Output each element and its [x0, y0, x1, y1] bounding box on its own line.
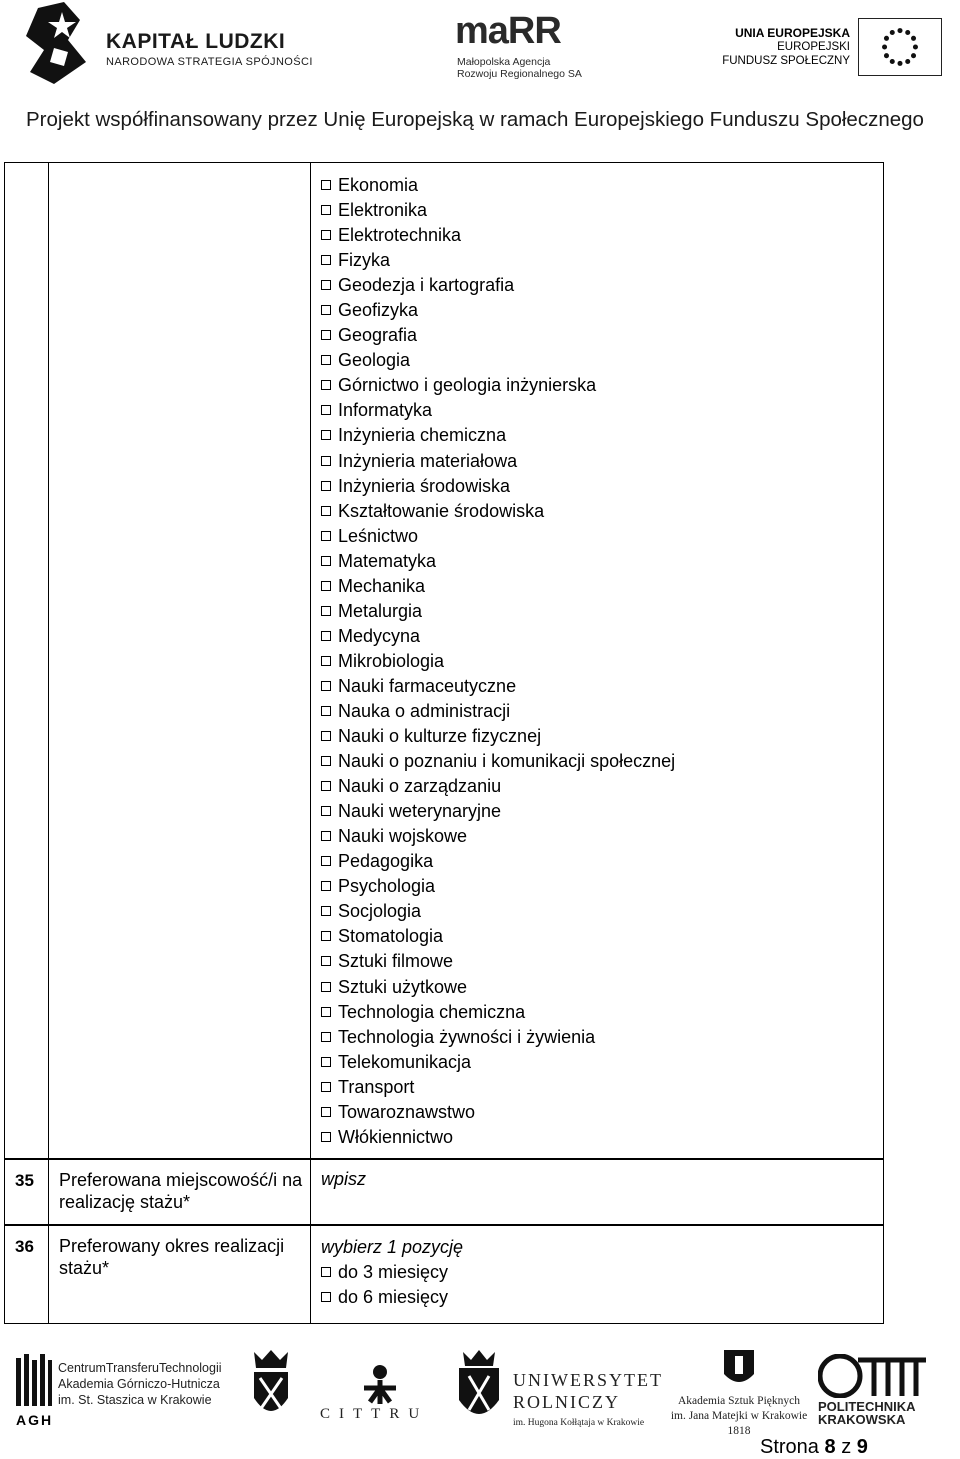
- checkbox-option-label: Geodezja i kartografia: [338, 275, 515, 296]
- row-value-cell: [311, 163, 883, 1159]
- row-label-cell: [49, 1159, 311, 1225]
- checkbox-icon[interactable]: [321, 906, 331, 916]
- checkbox-icon[interactable]: [321, 280, 331, 290]
- checkbox-option[interactable]: [321, 649, 675, 674]
- checkbox-option[interactable]: [321, 1050, 675, 1075]
- marr-line1: Małopolska Agencja: [457, 56, 551, 68]
- checkbox-option[interactable]: [321, 474, 675, 499]
- checkbox-icon[interactable]: [321, 556, 331, 566]
- row-label-cell: [49, 163, 311, 1159]
- checkbox-option[interactable]: [321, 849, 675, 874]
- checkbox-icon[interactable]: [321, 1032, 331, 1042]
- marr-title: maRR: [455, 10, 561, 52]
- checkbox-option-label: Transport: [338, 1076, 415, 1097]
- checkbox-icon[interactable]: [321, 982, 331, 992]
- checkbox-icon[interactable]: [321, 1082, 331, 1092]
- checkbox-icon[interactable]: [321, 756, 331, 766]
- checkbox-icon[interactable]: [321, 656, 331, 666]
- checkbox-option-label: Psychologia: [338, 876, 436, 897]
- discipline-options-list: [321, 173, 675, 1150]
- checkbox-icon[interactable]: [321, 681, 331, 691]
- checkbox-option[interactable]: [321, 574, 675, 599]
- eu-line1: UNIA EUROPEJSKA: [735, 26, 850, 40]
- pk-line2: KRAKOWSKA: [818, 1412, 906, 1427]
- checkbox-option[interactable]: [321, 624, 675, 649]
- ur-line1: UNIWERSYTET: [513, 1370, 663, 1390]
- checkbox-icon[interactable]: [321, 881, 331, 891]
- checkbox-option[interactable]: [321, 749, 675, 774]
- checkbox-icon[interactable]: [321, 806, 331, 816]
- project-cofinancing-line: Projekt współfinansowany przez Unię Europejską w ramach Europejskiego Funduszu Społecznego: [26, 108, 924, 131]
- checkbox-option[interactable]: [321, 975, 675, 1000]
- checkbox-option[interactable]: [321, 398, 675, 423]
- checkbox-option-label: Mikrobiologia: [338, 650, 445, 671]
- checkbox-icon[interactable]: [321, 1132, 331, 1142]
- period-options-list: [321, 1260, 448, 1310]
- row-number-cell: [5, 163, 49, 1159]
- checkbox-option-label: Inżynieria chemiczna: [338, 425, 507, 446]
- checkbox-option-label: Technologia chemiczna: [338, 1001, 526, 1022]
- checkbox-icon[interactable]: [321, 1267, 331, 1277]
- checkbox-option-label: Ekonomia: [338, 175, 419, 195]
- checkbox-option[interactable]: [321, 899, 675, 924]
- checkbox-option[interactable]: [321, 549, 675, 574]
- checkbox-icon[interactable]: [321, 956, 331, 966]
- checkbox-option-label: Geografia: [338, 325, 418, 346]
- table-row: [4, 1224, 884, 1324]
- row-value-cell: [311, 1225, 883, 1323]
- row-value-cell: [311, 1159, 883, 1225]
- eu-logo: [722, 18, 950, 84]
- row-number-cell: [5, 1225, 49, 1323]
- checkbox-option-label: Nauki farmaceutyczne: [338, 675, 517, 696]
- agh-line2: Akademia Górniczo-Hutnicza: [58, 1377, 220, 1391]
- checkbox-option-label: Medycyna: [338, 625, 421, 646]
- checkbox-icon[interactable]: [321, 255, 331, 265]
- checkbox-option-label: Nauki o poznaniu i komunikacji społecznej: [338, 751, 676, 772]
- checkbox-option-label: Towaroznawstwo: [338, 1101, 476, 1122]
- eu-line3: FUNDUSZ SPOŁECZNY: [722, 55, 850, 67]
- checkbox-option-label: Włókiennictwo: [338, 1126, 454, 1147]
- checkbox-icon[interactable]: [321, 631, 331, 641]
- checkbox-icon[interactable]: [321, 405, 331, 415]
- checkbox-option[interactable]: [321, 323, 675, 348]
- page-prefix: Strona: [760, 1436, 819, 1458]
- checkbox-option-label: Leśnictwo: [338, 525, 419, 546]
- row-number: 36: [15, 1237, 34, 1256]
- checkbox-option-label: Technologia żywności i żywienia: [338, 1026, 596, 1047]
- pk-text: [818, 1400, 916, 1426]
- checkbox-icon[interactable]: [321, 606, 331, 616]
- checkbox-icon[interactable]: [321, 230, 331, 240]
- checkbox-option-label: Matematyka: [338, 550, 437, 571]
- checkbox-icon[interactable]: [321, 330, 331, 340]
- asp-line2: im. Jana Matejki w Krakowie: [670, 1410, 808, 1422]
- checkbox-option[interactable]: [321, 599, 675, 624]
- checkbox-option-label: Nauki weterynaryjne: [338, 801, 502, 822]
- page-number: [760, 1436, 868, 1459]
- checkbox-icon[interactable]: [321, 456, 331, 466]
- checkbox-icon[interactable]: [321, 1107, 331, 1117]
- checkbox-option-label: Pedagogika: [338, 851, 434, 872]
- checkbox-icon[interactable]: [321, 1292, 331, 1302]
- preferred-period-label: Preferowany okres realizacji stażu*: [59, 1236, 285, 1278]
- checkbox-option[interactable]: [321, 223, 675, 248]
- checkbox-option[interactable]: [321, 423, 675, 448]
- checkbox-option-label: Nauka o administracji: [338, 700, 511, 721]
- checkbox-icon[interactable]: [321, 531, 331, 541]
- checkbox-option[interactable]: [321, 799, 675, 824]
- kapital-ludzki-logo: [24, 0, 314, 92]
- checkbox-icon[interactable]: [321, 305, 331, 315]
- page-separator: z: [841, 1436, 852, 1458]
- checkbox-option[interactable]: [321, 949, 675, 974]
- checkbox-option[interactable]: [321, 248, 675, 273]
- checkbox-option-label: do 6 miesięcy: [338, 1287, 449, 1308]
- checkbox-option[interactable]: [321, 1025, 675, 1050]
- agh-emblem-icon: [14, 1352, 54, 1412]
- checkbox-option[interactable]: [321, 173, 675, 198]
- row-label-cell: [49, 1225, 311, 1323]
- checkbox-option-label: Metalurgia: [338, 600, 423, 621]
- page-current: 8: [824, 1436, 836, 1458]
- checkbox-option-label: Stomatologia: [338, 926, 444, 947]
- checkbox-option-label: Inżynieria środowiska: [338, 475, 511, 496]
- asp-krakow-logo: [668, 1348, 810, 1438]
- checkbox-option-label: Telekomunikacja: [338, 1051, 472, 1072]
- marr-line2: Rozwoju Regionalnego SA: [457, 68, 582, 80]
- checkbox-option[interactable]: [321, 724, 675, 749]
- checkbox-option[interactable]: [321, 348, 675, 373]
- checkbox-option-label: Sztuki filmowe: [338, 951, 454, 972]
- agh-line1: CentrumTransferuTechnologii: [58, 1361, 222, 1375]
- ur-line2: ROLNICZY: [513, 1392, 620, 1412]
- checkbox-option[interactable]: [321, 774, 675, 799]
- page-footer: [0, 1340, 960, 1440]
- checkbox-icon[interactable]: [321, 180, 331, 190]
- checkbox-option[interactable]: [321, 298, 675, 323]
- asp-line1: Akademia Sztuk Pięknych: [677, 1395, 800, 1407]
- checkbox-option-label: Nauki o zarządzaniu: [338, 776, 502, 797]
- pk-line1: POLITECHNIKA: [818, 1399, 916, 1414]
- politechnika-krakowska-logo: [818, 1354, 938, 1434]
- checkbox-icon[interactable]: [321, 1007, 331, 1017]
- ur-krakow-logo: [455, 1346, 663, 1431]
- checkbox-icon[interactable]: [321, 581, 331, 591]
- agh-cttech-logo: [14, 1352, 234, 1427]
- checkbox-option[interactable]: [321, 1285, 448, 1310]
- checkbox-option-label: Geofizyka: [338, 300, 419, 321]
- table-row: [4, 162, 884, 1160]
- checkbox-option[interactable]: [321, 1100, 675, 1125]
- checkbox-option-label: Mechanika: [338, 575, 426, 596]
- checkbox-option[interactable]: [321, 449, 675, 474]
- checkbox-option-label: Elektronika: [338, 200, 428, 221]
- eu-flag-icon: [858, 18, 942, 76]
- checkbox-icon[interactable]: [321, 205, 331, 215]
- checkbox-option[interactable]: [321, 499, 675, 524]
- checkbox-option-label: Fizyka: [338, 250, 391, 271]
- checkbox-icon[interactable]: [321, 506, 331, 516]
- checkbox-option[interactable]: [321, 1000, 675, 1025]
- checkbox-option[interactable]: [321, 674, 675, 699]
- asp-line3: 1818: [727, 1425, 751, 1437]
- agh-name: AGH: [16, 1412, 54, 1428]
- preferred-location-label: Preferowana miejscowość/i na realizację stażu*: [59, 1170, 303, 1212]
- eu-line2: EUROPEJSKI: [777, 41, 850, 53]
- checkbox-icon[interactable]: [321, 1057, 331, 1067]
- jagiellonian-crest-icon: [248, 1348, 294, 1428]
- checkbox-option-label: Kształtowanie środowiska: [338, 500, 545, 521]
- kapital-ludzki-title: KAPITAŁ LUDZKI: [106, 30, 286, 53]
- asp-text: [668, 1394, 810, 1439]
- page-header: [0, 0, 960, 160]
- checkbox-icon[interactable]: [321, 931, 331, 941]
- checkbox-option-label: do 3 miesięcy: [338, 1262, 449, 1282]
- checkbox-option[interactable]: [321, 874, 675, 899]
- marr-subtitle: [457, 56, 582, 80]
- page-total: 9: [856, 1436, 868, 1458]
- checkbox-icon[interactable]: [321, 380, 331, 390]
- marr-logo: [455, 10, 605, 90]
- row-number-cell: [5, 1159, 49, 1225]
- agh-text: [58, 1360, 222, 1408]
- checkbox-option[interactable]: [321, 273, 675, 298]
- checkbox-option[interactable]: [321, 699, 675, 724]
- checkbox-option[interactable]: [321, 198, 675, 223]
- ur-line3: im. Hugona Kołłątaja w Krakowie: [513, 1418, 645, 1428]
- checkbox-icon[interactable]: [321, 355, 331, 365]
- checkbox-option-label: Nauki o kulturze fizycznej: [338, 726, 542, 747]
- checkbox-option-label: Informatyka: [338, 400, 433, 421]
- checkbox-option-label: Elektrotechnika: [338, 225, 462, 246]
- pk-emblem-icon: [818, 1354, 930, 1398]
- cittru-emblem-icon: [350, 1362, 410, 1406]
- checkbox-option-label: Inżynieria materiałowa: [338, 450, 518, 471]
- preferred-period-instruction: wybierz 1 pozycję: [321, 1237, 464, 1257]
- cittru-text: CITTRU: [320, 1406, 429, 1422]
- row-number: 35: [15, 1171, 34, 1190]
- checkbox-option-label: Górnictwo i geologia inżynierska: [338, 375, 597, 396]
- checkbox-option[interactable]: [321, 1075, 675, 1100]
- table-row: [4, 1158, 884, 1226]
- kapital-ludzki-emblem-icon: [24, 0, 104, 92]
- checkbox-option-label: Geologia: [338, 350, 411, 371]
- checkbox-option-label: Socjologia: [338, 901, 422, 922]
- checkbox-icon[interactable]: [321, 731, 331, 741]
- asp-emblem-icon: [722, 1348, 756, 1390]
- checkbox-option[interactable]: [321, 1125, 675, 1150]
- checkbox-option-label: Nauki wojskowe: [338, 826, 468, 847]
- checkbox-option[interactable]: [321, 924, 675, 949]
- preferred-location-input[interactable]: wpisz: [321, 1169, 367, 1189]
- kapital-ludzki-subtitle: NARODOWA STRATEGIA SPÓJNOŚCI: [106, 56, 313, 68]
- checkbox-icon[interactable]: [321, 781, 331, 791]
- checkbox-option[interactable]: [321, 1260, 448, 1285]
- checkbox-icon[interactable]: [321, 481, 331, 491]
- checkbox-icon[interactable]: [321, 430, 331, 440]
- cittru-logo: [320, 1362, 440, 1427]
- checkbox-option[interactable]: [321, 824, 675, 849]
- ur-crest-icon: [455, 1346, 503, 1426]
- checkbox-option-label: Sztuki użytkowe: [338, 976, 468, 997]
- checkbox-icon[interactable]: [321, 831, 331, 841]
- checkbox-icon[interactable]: [321, 706, 331, 716]
- checkbox-option[interactable]: [321, 373, 675, 398]
- checkbox-option[interactable]: [321, 524, 675, 549]
- agh-line3: im. St. Staszica w Krakowie: [58, 1393, 212, 1407]
- checkbox-icon[interactable]: [321, 856, 331, 866]
